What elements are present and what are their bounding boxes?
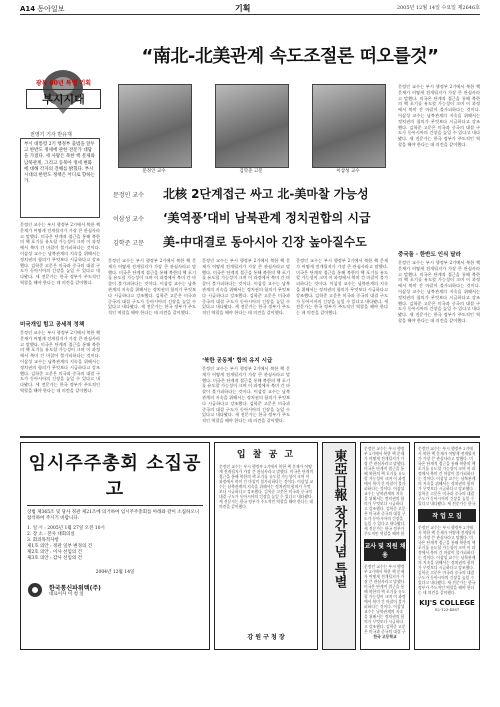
page-header (0, 0, 500, 14)
college-title: 작 업 모 집 (418, 509, 476, 522)
company-logo-icon (27, 582, 43, 598)
bid-title: 입 찰 공 고 (236, 450, 296, 460)
recruit-body: 문정인 교수는 부시 행정부 2기에서 북한 핵 문제가 어떻게 전개될지가 가장 큰 관심사라고 말했다. 미국은 단계적 접근을 통해 북한의 핵 포기를 유도할 가능성이 크며 이 과정에서 북미 간 마찰이 불가피하다는 것이다. 이삼성 교수는 남북관계의 지속을 위해서는 정치권의 합의가 무엇보다 시급하다고 강조했다. 김학준 고문은 미국과 중국의 대결 구도가 동아시아의 긴장을 높일 수 있다고 내다봤다. 세 전문가는 한국 정부가 주도적인 역할을 해야 한 (364, 446, 406, 536)
quote-speaker-3: 김학준 고문 (113, 240, 144, 247)
notice-item: 1. 일 시 : 2005년 1월 27일 오전 10시 (27, 526, 105, 531)
recruit-school: 한국 고등학교 (373, 634, 397, 639)
photo-caption-3: 이삼성 교수 (336, 169, 360, 174)
reporter-byline: 전영기 기자 반유재 (30, 132, 72, 138)
vertical-ad-text: 東亞日報 창간기념 특별 (331, 449, 347, 589)
body-column-2b: 문정인 교수는 부시 행정부 2기에서 북한 핵 문제가 어떻게 전개될지가 가장 큰 관심사라고 말했다. 미국은 단계적 접근을 통해 북한의 핵 포기를 유도할 가능성이 크며 이 과정에서 북미 간 마찰이 불가피하다는 것이다. 이삼성 교수는 남북관계의 지속을 위해서는 정치권의 합의가 무엇보다 시급하다고 강조했다. 김학준 고문은 미국과 중국의 대결 구도가 동아시아의 긴장을 높일 수 있다고 내다봤다. 세 전문가는 한국 정부가 주도적인 역할을 해야 한다는 데 의견을 같이했다. (202, 366, 290, 424)
ads-rule (20, 436, 480, 438)
notice-title: 임시주주총회 소집공고 (28, 453, 202, 500)
page-number: A14 동아일보 (20, 5, 65, 13)
section-title: 기획 (235, 3, 251, 13)
quote-headline-2: ‘美역풍’대비 남북관계 정치권합의 시급 (163, 211, 371, 225)
subhead-2: ‘북한 공동체’ 합의 유지 시급 (202, 358, 273, 364)
notice-body: 상법 제365조 및 당사 정관 제21조에 의거하여 임시주주총회를 아래와 같이 소집하오니 참석하여 주시기 바랍니다. (27, 510, 200, 521)
recruit-title: 교사 및 직원 채용 (364, 539, 406, 561)
college-intro: 문정인 교수는 부시 행정부 2기에서 북한 핵 문제가 어떻게 전개될지가 가장 큰 관심사라고 말했다. 미국은 단계적 접근을 통해 북한의 핵 포기를 유도할 가능성이 크며 이 과정에서 북미 간 마찰이 불가피하다는 것이다. 이삼성 교수는 남북관계의 지속을 위해서는 정치권의 합의가 무엇보다 시급하다고 강조했다. 김학준 고문은 미국과 중국의 대결 구도가 동아시아의 긴장을 높일 수 있다고 내다봤다. 세 전문가는 한국 (418, 446, 476, 506)
quote-headline-3: 美-中대결로 동아시아 긴장 높아질수도 (163, 235, 367, 249)
portrait-photo-1 (118, 84, 192, 168)
notice-company: 한국통신파워텍(주) (49, 584, 101, 592)
left-column-text: 문정인 교수는 부시 행정부 2기에서 북한 핵 문제가 어떻게 전개될지가 가장 큰 관심사라고 말했다. 미국은 단계적 접근을 통해 북한의 핵 포기를 유도할 가능성이 크며 이 과정에서 북미 간 마찰이 불가피하다는 것이다. 이삼성 교수는 남북관계의 지속을 위해서는 정치권의 합의가 무엇보다 시급하다고 강조했다. 김학준 고문은 미국과 중국의 대결 구도가 동아시아의 긴장을 높일 수 있다고 내다봤다. 세 전문가는 한국 정부가 주도적인 역할을 해야 한다는 데 의견을 같이했다. (20, 222, 100, 285)
vertical-ad (322, 442, 356, 650)
notice-item: 3. 회의목적사항 (27, 538, 59, 543)
shareholders-notice-ad (20, 442, 210, 650)
portrait-photo-2 (215, 84, 289, 168)
notice-item: 제3호 의안 : 감사 선임의 건 (27, 556, 83, 561)
notice-item: 제1호 의안 : 정관 일부 변경의 건 (27, 544, 93, 549)
bid-issuer: 강 원 구 청 장 (247, 634, 285, 641)
college-name: KIJ'S COLLEGE (419, 599, 475, 607)
recruit-details: 문정인 교수는 부시 행정부 2기에서 북한 핵 문제가 어떻게 전개될지가 가장 큰 관심사라고 말했다. 미국은 단계적 접근을 통해 북한의 핵 포기를 유도할 가능성이 크며 이 과정에서 북미 간 마찰이 불가피하다는 것이다. 이삼성 교수는 남북관계의 지속을 위해서는 정치권의 합의가 무엇보다 시급하다고 강조했다. 김학준 고문은 미국과 중국의 대결 구 (364, 564, 406, 634)
issue-date: 2005년 12월 14일 수요일 제2646호 (396, 5, 480, 11)
college-body: 문정인 교수는 부시 행정부 2기에서 북한 핵 문제가 어떻게 전개될지가 가장 큰 관심사라고 말했다. 미국은 단계적 접근을 통해 북한의 핵 포기를 유도할 가능성이 크며 이 과정에서 북미 간 마찰이 불가피하다는 것이다. 이삼성 교수는 남북관계의 지속을 위해서는 정치권의 합의가 무엇보다 시급하다고 강조했다. 김학준 고문은 미국과 중국의 대결 구도가 동아시아의 긴장을 높일 수 있다고 내다봤다. 세 전문가는 한국 정부가 주도적인 역할을 해야 한다는 데 의견을 같이했다. (418, 525, 476, 595)
series-badge (26, 78, 101, 128)
portrait-photo-3 (312, 84, 386, 168)
college-phone: 02-123-4567 (434, 607, 460, 612)
body-column-2: 문정인 교수는 부시 행정부 2기에서 북한 핵 문제가 어떻게 전개될지가 가장 큰 관심사라고 말했다. 미국은 단계적 접근을 통해 북한의 핵 포기를 유도할 가능성이 크며 이 과정에서 북미 간 마찰이 불가피하다는 것이다. 이삼성 교수는 남북관계의 지속을 위해서는 정치권의 합의가 무엇보다 시급하다고 강조했다. 김학준 고문은 미국과 중국의 대결 구도가 동아시아의 긴장을 높일 수 있다고 내다봤다. 세 전문가는 한국 정부가 주도적인 역할을 해야 한다는 데 의견을 같이했다. (202, 258, 290, 316)
subhead-3: 중국돌 · 한반도 인식 달라 (398, 252, 461, 258)
bid-notice-ad (214, 442, 318, 650)
quote-headline-1: 北核 2단계접근 싸고 北-美마찰 가능성 (163, 187, 369, 201)
body-column-3: 문정인 교수는 부시 행정부 2기에서 북한 핵 문제가 어떻게 전개될지가 가장 큰 관심사라고 말했다. 미국은 단계적 접근을 통해 북한의 핵 포기를 유도할 가능성이 크며 이 과정에서 북미 간 마찰이 불가피하다는 것이다. 이삼성 교수는 남북관계의 지속을 위해서는 정치권의 합의가 무엇보다 시급하다고 강조했다. 김학준 고문은 미국과 중국의 대결 구도가 동아시아의 긴장을 높일 수 있다고 내다봤다. 세 전문가는 한국 정부가 주도적인 역할을 해야 한다는 데 의견을 같이했다. (296, 258, 388, 316)
notice-ceo: 대표이사 이 청 일 (49, 591, 84, 597)
recruit-ad (360, 442, 410, 650)
college-ad (414, 442, 480, 650)
header-rule (20, 14, 480, 15)
series-title: 부시시대 (26, 89, 101, 109)
bid-body: 문정인 교수는 부시 행정부 2기에서 북한 핵 문제가 어떻게 전개될지가 가장 큰 관심사라고 말했다. 미국은 단계적 접근을 통해 북한의 핵 포기를 유도할 가능성이 크며 이 과정에서 북미 간 마찰이 불가피하다는 것이다. 이삼성 교수는 남북관계의 지속을 위해서는 정치권의 합의가 무엇보다 시급하다고 강조했다. 김학준 고문은 미국과 중국의 대결 구도가 동아시아의 긴장을 높일 수 있다고 내다봤다. 세 전문가는 한국 정부가 주도적인 역할을 해야 한다는 데 의견을 같이했다. (219, 464, 313, 509)
notice-item: 제2호 의안 : 이사 선임의 건 (27, 550, 83, 555)
quote-speaker-1: 문정인 교수 (113, 192, 144, 199)
left-column-text-2: 문정인 교수는 부시 행정부 2기에서 북한 핵 문제가 어떻게 전개될지가 가장 큰 관심사라고 말했다. 미국은 단계적 접근을 통해 북한의 핵 포기를 유도할 가능성이 크며 이 과정에서 북미 간 마찰이 불가피하다는 것이다. 이삼성 교수는 남북관계의 지속을 위해서는 정치권의 합의가 무엇보다 시급하다고 강조했다. 김학준 고문은 미국과 중국의 대결 구도가 동아시아의 긴장을 높일 수 있다고 내다봤다. 세 전문가는 한국 정부가 주도적인 역할을 해야 한다는 데 의견을 같이했다. (20, 330, 100, 393)
main-headline: “南北-北美관계 속도조절론 떠오를것” (141, 46, 439, 67)
quote-speaker-2: 이삼성 교수 (113, 216, 144, 223)
body-column-4: 문정인 교수는 부시 행정부 2기에서 북한 핵 문제가 어떻게 전개될지가 가장 큰 관심사라고 말했다. 미국은 단계적 접근을 통해 북한의 핵 포기를 유도할 가능성이 크며 이 과정에서 북미 간 마찰이 불가피하다는 것이다. 이삼성 교수는 남북관계의 지속을 위해서는 정치권의 합의가 무엇보다 시급하다고 강조했다. 김학준 고문은 미국과 중국의 대결 구도가 동아시아의 긴장을 높일 수 있다고 내다봤다. 세 전문가는 한국 정부가 주도적인 역할을 해야 한다는 데 의견을 같이했다. (398, 260, 480, 323)
subhead-1: 미국개입 힘고 공세적 정책 (20, 322, 85, 328)
notice-item: 2. 장 소 : 본사 대회의실 (27, 532, 75, 537)
body-column-1: 문정인 교수는 부시 행정부 2기에서 북한 핵 문제가 어떻게 전개될지가 가장 큰 관심사라고 말했다. 미국은 단계적 접근을 통해 북한의 핵 포기를 유도할 가능성이 크며 이 과정에서 북미 간 마찰이 불가피하다는 것이다. 이삼성 교수는 남북관계의 지속을 위해서는 정치권의 합의가 무엇보다 시급하다고 강조했다. 김학준 고문은 미국과 중국의 대결 구도가 동아시아의 긴장을 높일 수 있다고 내다봤다. 세 전문가는 한국 정부가 주도적인 역할을 해야 한다는 데 의견을 같이했다. (108, 258, 196, 316)
lead-text: 부시 대통령 2기 행정부 출범을 앞두고 한반도 정세에 관한 전문가 대담을 가졌다. 세 사람은 북한 핵 문제와 남북관계, 그리고 동북아 정세 변화에 대해 각자의 견해를 밝혔다. 부시 시대의 한반도 정책은 어디로 향하는가. (20, 138, 100, 218)
series-label: 광복 60년 특별 기획 (35, 80, 92, 87)
photo-caption-1: 문정인 교수 (142, 169, 166, 174)
right-column-text: 문정인 교수는 부시 행정부 2기에서 북한 핵 문제가 어떻게 전개될지가 가장 큰 관심사라고 말했다. 미국은 단계적 접근을 통해 북한의 핵 포기를 유도할 가능성이 크며 이 과정에서 북미 간 마찰이 불가피하다는 것이다. 이삼성 교수는 남북관계의 지속을 위해서는 정치권의 합의가 무엇보다 시급하다고 강조했다. 김학준 고문은 미국과 중국의 대결 구도가 동아시아의 긴장을 높일 수 있다고 내다봤다. 세 전문가는 한국 정부가 주도적인 역할을 해야 한다는 데 의견을 같이했다. (398, 84, 480, 147)
photo-caption-2: 김학준 고문 (239, 169, 263, 174)
notice-date: 2004년 12월 14일 (95, 570, 135, 575)
